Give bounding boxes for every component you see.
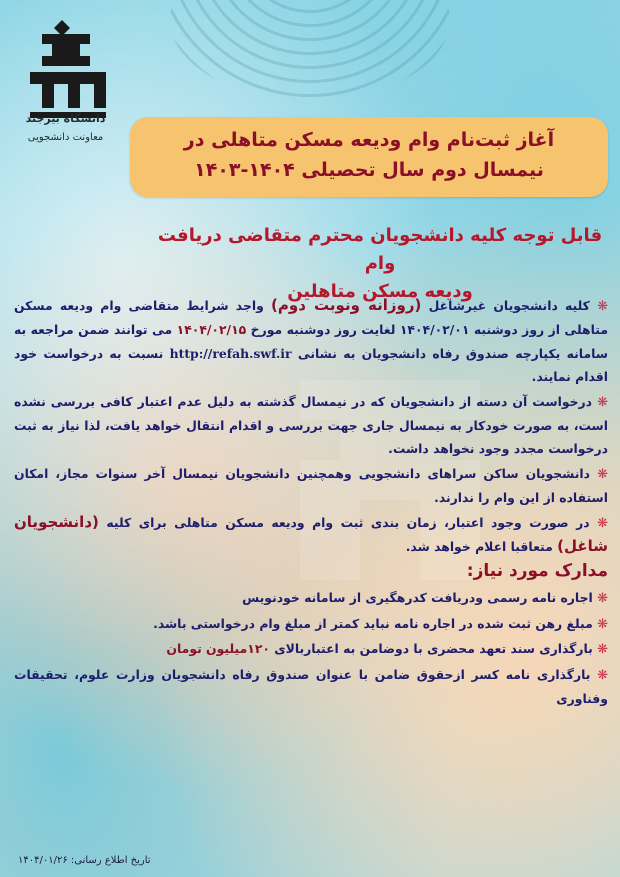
subtitle-line-1: قابل توجه کلیه دانشجویان محترم متقاضی دریافت وام: [157, 225, 603, 274]
employed-highlight: (دانشجویان شاغل): [14, 512, 608, 556]
document-item: ❋ بارگذاری سند تعهد محضری با دوضامن به اعتباربالای ۱۲۰میلیون تومان: [166, 641, 608, 658]
title-line-2: نیمسال دوم سال تحصیلی ۱۴۰۴-۱۴۰۳: [194, 159, 544, 181]
non-employed-highlight: (روزانه ونوبت دوم): [271, 296, 422, 314]
document-item: ❋ اجاره نامه رسمی ودریافت کدرهگیری از سامانه خودنویس: [242, 590, 608, 607]
deadline-date: ۱۴۰۴/۰۲/۱۵: [176, 322, 247, 338]
document-item: ❋ بارگذاری نامه کسر ازحقوق ضامن با عنوان صندوق رفاه دانشجویان وزارت علوم، تحقیقات وفناوری: [14, 666, 608, 707]
paragraph-employed-students: ❋ در صورت وجود اعتبار، زمان بندی ثبت وام ودیعه مسکن متاهلی برای کلیه (دانشجویان شاغل) متعاقبا اعلام خواهد شد.: [14, 512, 608, 556]
refah-website-link[interactable]: http://refah.swf.ir: [169, 345, 292, 361]
bullet-star-icon: ❋: [597, 299, 608, 314]
paragraph-exclusions: ❋ دانشجویان ساکن سراهای دانشجویی وهمچنین دانشجویان نیمسال آخر سنوات مجاز، امکان استفاده از این وام را ندارند.: [14, 465, 608, 506]
document-item: ❋ مبلغ رهن ثبت شده در اجاره نامه نباید کمتر از مبلغ وام درخواستی باشد.: [153, 615, 608, 632]
title-banner: [130, 117, 608, 197]
university-name: دانشگاه بیرجند: [25, 112, 106, 125]
department-name: معاونت دانشجویی: [27, 132, 104, 143]
bullet-star-icon: ❋: [597, 667, 608, 683]
required-documents-heading: مدارک مورد نیاز:: [466, 561, 608, 582]
paragraph-eligibility: ❋ کلیه دانشجویان غیرشاغل (روزانه ونوبت دوم) واجد شرایط متقاضی وام ودیعه مسکن متاهلی از روز دوشنبه ۱۴۰۴/۰۲/۰۱ لغایت روز دوشنبه مورخ ۱۴۰۴/۰۲/۱۵ می توانند ضمن مراجعه به سامانه یکپارچه صندوق رفاه دانشجویان به نشانی http://refah.swf.ir نسبت به درخواست خود اقدام نمایند.: [14, 296, 608, 385]
bullet-star-icon: ❋: [597, 466, 608, 482]
university-emblem-icon: [12, 12, 122, 152]
bullet-star-icon: ❋: [597, 394, 608, 410]
bullet-star-icon: ❋: [597, 591, 608, 607]
subtitle-line-2: ودیعه مسکن متاهلین: [287, 281, 473, 302]
announcement-body: [14, 294, 608, 712]
decorative-mandala: [170, 0, 450, 100]
bullet-star-icon: ❋: [597, 515, 608, 531]
announcement-date: تاریخ اطلاع رسانی: ۱۴۰۴/۰۱/۲۶: [18, 855, 151, 866]
bullet-star-icon: ❋: [597, 642, 608, 658]
bullet-star-icon: ❋: [597, 616, 608, 632]
guarantee-amount: ۱۲۰میلیون تومان: [166, 641, 270, 657]
title-line-1: آغاز ثبت‌نام وام ودیعه مسکن متاهلی در: [183, 129, 555, 151]
paragraph-carryover: ❋ درخواست آن دسته از دانشجویان که در نیمسال گذشته به دلیل عدم اعتبار کافی بررسی نشده است، به صورت خودکار به نیمسال جاری جهت بررسی و اقدام انتقال خواهد یافت، لذا نیاز به ثبت درخواست مجدد وجود نخواهد داشت.: [14, 393, 608, 457]
